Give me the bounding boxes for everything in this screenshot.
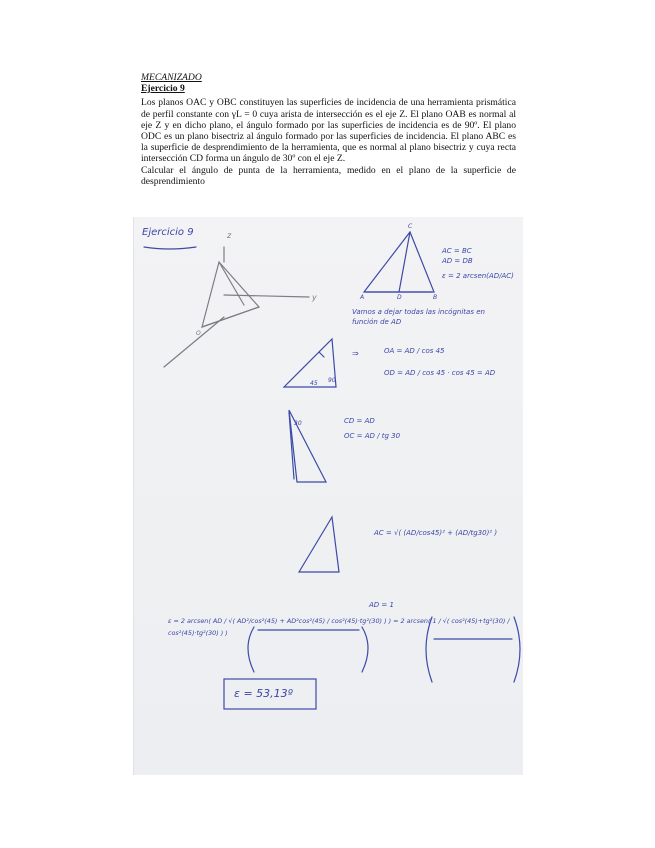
label-45: 45 [310,380,318,387]
result-value: ε = 53,13º [234,687,293,700]
label-b: B [433,294,438,301]
exercise-title: Ejercicio 9 [141,83,185,95]
problem-question: Calcular el ángulo de punta de la herramienta, medido en el plano de la superficie de desprendimiento [141,164,516,187]
eq-ad-1: AD = 1 [369,601,394,609]
hw-title: Ejercicio 9 [142,227,194,238]
axis-y-label: y [312,293,317,302]
eq-ac: AC = √( (AD/cos45)² + (AD/tg30)² ) [374,529,498,537]
paren-right-2 [514,617,520,682]
eq-od: OD = AD / cos 45 · cos 45 = AD [384,369,496,377]
label-o: O [196,330,201,337]
eq-ac-bc: AC = BC [442,247,472,255]
hw-note: Vamos a dejar todas las incógnitas en función de AD [352,308,485,326]
axis-z-label: z [227,231,232,240]
handwritten-solution-photo [133,217,523,775]
eq-long: ε = 2 arcsen( AD / √( AD²/cos²(45) + AD²cos²(45) / cos²(45)·tg²(30) ) ) = 2 arcsen( 1 / √( cos²(45)+tg²(30) / cos²(45)·tg²(30) ) ) [168,617,510,637]
eq-epsilon: ε = 2 arcsen(AD/AC) [442,272,514,280]
tool-3d-sketch [164,247,309,367]
triangle-acb [364,232,434,292]
eq-cd-ad: CD = AD [344,417,375,425]
label-d: D [397,294,402,301]
problem-statement: Los planos OAC y OBC constituyen las superficies de incidencia de una herramienta prismática de perfil constante con γL = 0 cuya arista de intersección es el eje Z. El plano OAB es normal al eje Z y en dicho plano, el ángulo formado por las superficies de incidencia es de 90º. El plano ODC es un plano bisectriz al ángulo formado por las superficies de incidencia. El plano ABC es la superficie de desprendimiento de la herramienta, que es normal al plano bisectriz y cuya recta intersección CD forma un ángulo de 30º con el eje Z. [141,97,516,165]
label-a: A [360,294,365,301]
exercise-header [141,72,516,187]
triangle-acd [299,517,339,572]
eq-ad-db: AD = DB [442,257,473,265]
handwritten-sketches [134,217,523,775]
label-c: C [408,223,413,230]
eq-oa: OA = AD / cos 45 [384,347,445,355]
subject-title: MECANIZADO [141,72,202,83]
arrow-then: ⇒ [352,349,359,358]
label-30: 30 [294,420,302,427]
title-underline [144,247,196,249]
label-90: 90 [328,377,336,384]
eq-oc: OC = AD / tg 30 [344,432,401,440]
